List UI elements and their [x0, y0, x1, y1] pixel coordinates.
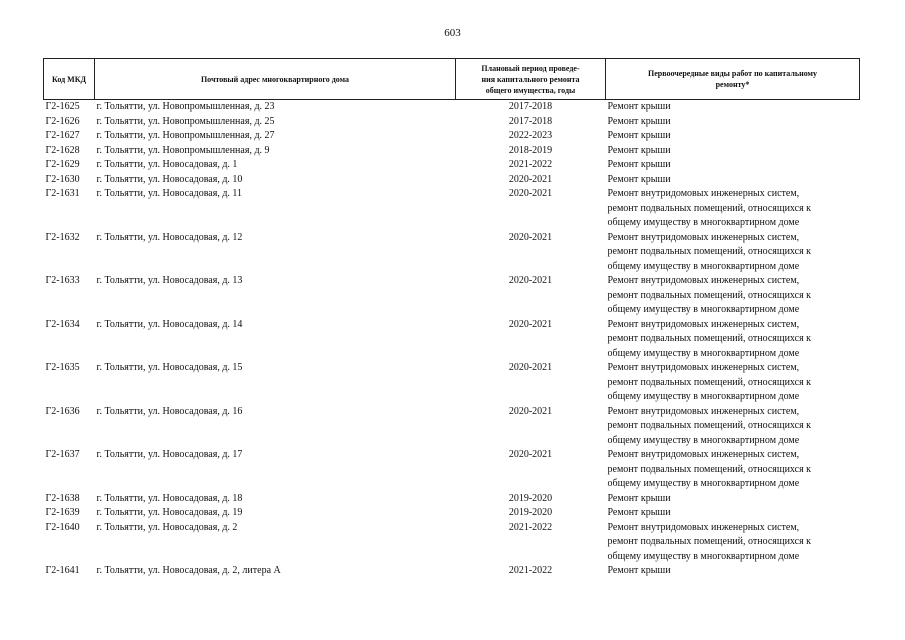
row-address: г. Тольятти, ул. Новосадовая, д. 2: [96, 521, 238, 533]
header-works-line: Первоочередные виды работ по капитальному: [647, 69, 817, 78]
row-address: г. Тольятти, ул. Новосадовая, д. 10: [96, 173, 243, 185]
row-works-line: Ремонт крыши: [607, 144, 671, 156]
row-works-line: Ремонт крыши: [607, 130, 671, 141]
row-address: г. Тольятти, ул. Новосадовая, д. 14: [96, 318, 243, 330]
row-code: Г2-1633: [45, 275, 80, 286]
row-address: г. Тольятти, ул. Новосадовая, д. 1: [96, 159, 238, 170]
row-address: г. Тольятти, ул. Новосадовая, д. 16: [96, 405, 243, 417]
row-works: [606, 144, 860, 159]
row-code: Г2-1639: [45, 507, 80, 518]
row-code: Г2-1629: [45, 159, 80, 170]
row-period: 2020-2021: [508, 449, 553, 460]
row-address: г. Тольятти, ул. Новосадовая, д. 2, литера А: [96, 565, 281, 576]
row-code: Г2-1635: [45, 362, 80, 373]
row-works-line: Ремонт крыши: [607, 101, 671, 112]
row-works-line: Ремонт крыши: [607, 173, 671, 185]
row-works-line: Ремонт внутридомовых инженерных систем,: [607, 521, 800, 533]
row-address: г. Тольятти, ул. Новопромышленная, д. 23: [96, 101, 275, 112]
table-row: [44, 448, 860, 492]
row-code: Г2-1637: [45, 449, 80, 460]
row-works: [606, 158, 860, 173]
row-address: г. Тольятти, ул. Новосадовая, д. 11: [96, 188, 243, 199]
row-works-line: ремонт подвальных помещений, относящихся к: [607, 289, 812, 301]
row-works-line: ремонт подвальных помещений, относящихся к: [607, 463, 812, 475]
table-row: [44, 158, 860, 173]
row-code: Г2-1626: [45, 115, 80, 127]
row-works: [606, 115, 860, 130]
row-code: Г2-1640: [45, 521, 80, 533]
row-address: г. Тольятти, ул. Новопромышленная, д. 27: [96, 130, 275, 141]
row-address: г. Тольятти, ул. Новосадовая, д. 12: [96, 231, 243, 243]
row-code: Г2-1641: [45, 565, 80, 576]
table-row: [44, 492, 860, 507]
row-works-line: Ремонт внутридомовых инженерных систем,: [607, 231, 800, 243]
table-body: [44, 100, 860, 579]
row-works-line: Ремонт крыши: [607, 565, 671, 576]
row-works-line: Ремонт крыши: [607, 159, 671, 170]
row-works-line: ремонт подвальных помещений, относящихся к: [607, 376, 812, 388]
row-works-line: общему имуществу в многоквартирном доме: [607, 217, 800, 228]
row-works-line: Ремонт внутридомовых инженерных систем,: [607, 318, 800, 330]
row-period: 2021-2022: [508, 159, 553, 170]
row-works: [606, 187, 860, 231]
row-works-line: ремонт подвальных помещений, относящихся к: [607, 536, 812, 547]
row-works: [606, 448, 860, 492]
row-period: 2021-2022: [508, 565, 553, 576]
table-row: [44, 361, 860, 405]
row-works-line: Ремонт внутридомовых инженерных систем,: [607, 362, 800, 373]
row-works: [606, 274, 860, 318]
header-period: [456, 59, 606, 100]
table-row: [44, 144, 860, 159]
table-row: [44, 173, 860, 188]
row-works-line: Ремонт внутридомовых инженерных систем,: [607, 449, 800, 460]
table-row: [44, 100, 860, 115]
row-works: [606, 492, 860, 507]
row-address: г. Тольятти, ул. Новосадовая, д. 15: [96, 362, 243, 373]
row-period: 2020-2021: [508, 275, 553, 286]
row-works: [606, 506, 860, 521]
row-works: [606, 405, 860, 449]
header-works: [606, 59, 860, 100]
table-row: [44, 506, 860, 521]
row-works-line: общему имуществу в многоквартирном доме: [607, 304, 800, 315]
row-works-line: Ремонт внутридомовых инженерных систем,: [607, 275, 800, 286]
row-code: Г2-1632: [45, 231, 80, 243]
row-works-line: ремонт подвальных помещений, относящихся к: [607, 246, 812, 257]
table-row: [44, 129, 860, 144]
table-row: [44, 405, 860, 449]
row-code: Г2-1636: [45, 405, 80, 417]
row-works-line: общему имуществу в многоквартирном доме: [607, 260, 800, 272]
row-works: [606, 173, 860, 188]
row-works: [606, 564, 860, 579]
row-address: г. Тольятти, ул. Новопромышленная, д. 9: [96, 144, 270, 156]
page-number: 603: [444, 27, 461, 39]
row-works-line: Ремонт крыши: [607, 115, 671, 127]
row-period: 2018-2019: [508, 144, 553, 156]
header-period-line: Плановый период проведе-: [481, 63, 580, 73]
table-row: [44, 274, 860, 318]
header-code: Код МКД: [44, 59, 95, 100]
row-address: г. Тольятти, ул. Новопромышленная, д. 25: [96, 115, 275, 127]
table-row: [44, 187, 860, 231]
row-code: Г2-1634: [45, 318, 80, 330]
row-works: [606, 318, 860, 362]
row-period: 2021-2022: [508, 521, 553, 533]
header-period-line: ния капитального ремонта: [481, 74, 580, 84]
row-works-line: Ремонт внутридомовых инженерных систем,: [607, 405, 800, 417]
row-period: 2020-2021: [508, 318, 553, 330]
table-row: [44, 115, 860, 130]
row-period: 2019-2020: [508, 507, 553, 518]
row-works-line: общему имуществу в многоквартирном доме: [607, 434, 800, 446]
row-works-line: ремонт подвальных помещений, относящихся к: [607, 202, 812, 214]
row-code: Г2-1630: [45, 173, 80, 185]
row-address: г. Тольятти, ул. Новосадовая, д. 17: [96, 449, 243, 460]
row-period: 2020-2021: [508, 231, 553, 243]
row-address: г. Тольятти, ул. Новосадовая, д. 19: [96, 507, 243, 518]
row-works-line: ремонт подвальных помещений, относящихся к: [607, 420, 812, 431]
table-header: [44, 59, 860, 100]
row-period: 2019-2020: [508, 492, 553, 504]
row-code: Г2-1627: [45, 130, 80, 141]
row-period: 2020-2021: [508, 362, 553, 373]
row-code: Г2-1625: [45, 101, 80, 112]
row-code: Г2-1631: [45, 188, 80, 199]
row-works-line: Ремонт крыши: [607, 507, 671, 518]
row-period: 2020-2021: [508, 173, 553, 185]
table-row: [44, 564, 860, 579]
row-works-line: общему имуществу в многоквартирном доме: [607, 550, 800, 562]
row-works: [606, 521, 860, 565]
table-row: [44, 318, 860, 362]
row-address: г. Тольятти, ул. Новосадовая, д. 13: [96, 275, 243, 286]
header-works-line: ремонту*: [715, 80, 750, 89]
row-period: 2022-2023: [508, 130, 553, 141]
row-works: [606, 129, 860, 144]
row-period: 2020-2021: [508, 188, 553, 199]
header-address: Почтовый адрес многоквартирного дома: [95, 59, 456, 100]
table-row: [44, 521, 860, 565]
header-period-line: общего имущества, годы: [485, 85, 576, 95]
row-works: [606, 361, 860, 405]
row-code: Г2-1638: [45, 492, 80, 504]
row-works-line: ремонт подвальных помещений, относящихся к: [607, 333, 812, 344]
table-row: [44, 231, 860, 275]
row-works: [606, 231, 860, 275]
row-period: 2017-2018: [508, 101, 553, 112]
row-address: г. Тольятти, ул. Новосадовая, д. 18: [96, 492, 243, 504]
row-code: Г2-1628: [45, 144, 80, 156]
row-period: 2017-2018: [508, 115, 553, 127]
capital-repair-table: [43, 58, 860, 579]
row-works-line: общему имуществу в многоквартирном доме: [607, 478, 800, 489]
row-period: 2020-2021: [508, 405, 553, 417]
row-works-line: общему имуществу в многоквартирном доме: [607, 391, 800, 402]
row-works-line: Ремонт внутридомовых инженерных систем,: [607, 188, 800, 199]
row-works: [606, 100, 860, 115]
row-works-line: Ремонт крыши: [607, 492, 671, 504]
row-works-line: общему имуществу в многоквартирном доме: [607, 347, 800, 359]
